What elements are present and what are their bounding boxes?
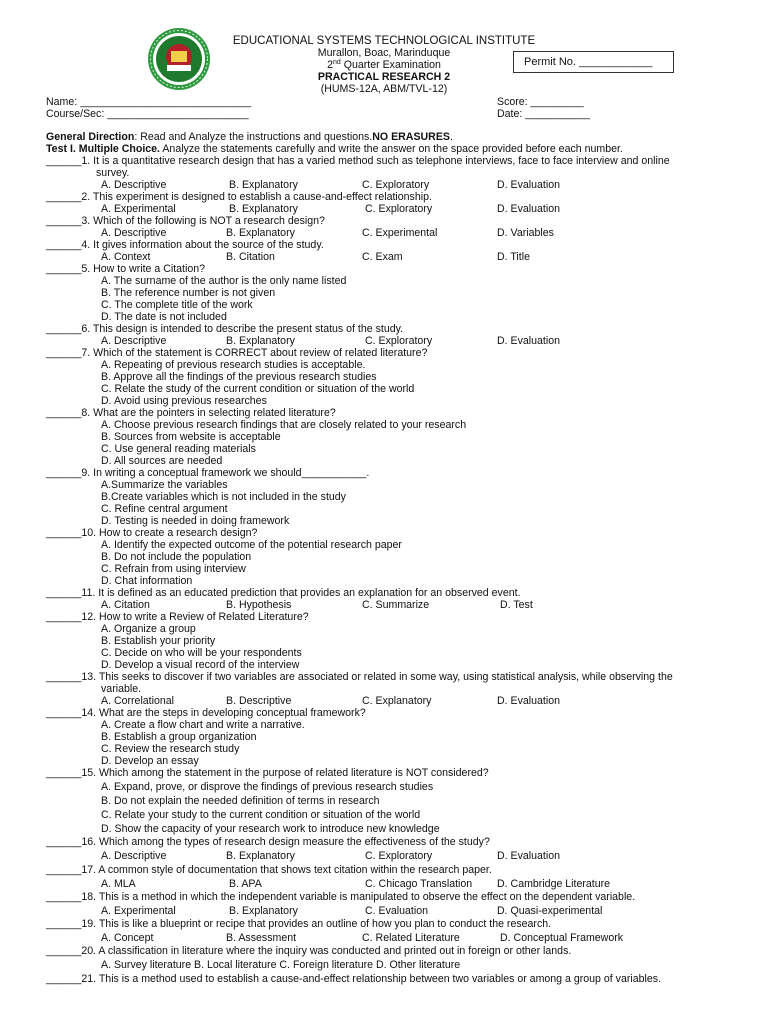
option[interactable]: C. Summarize xyxy=(362,599,430,611)
option[interactable]: A. Expand, prove, or disprove the findings of previous research studies xyxy=(101,781,434,793)
option[interactable]: C. Exploratory xyxy=(362,179,430,191)
option[interactable]: D. Evaluation xyxy=(497,203,561,215)
score-field[interactable]: Score: _________ xyxy=(497,96,584,108)
option[interactable]: B. APA xyxy=(229,878,262,890)
question-17: ______17. A common style of documentation that shows text citation within the research paper. xyxy=(46,864,492,876)
option[interactable]: D. The date is not included xyxy=(101,311,227,323)
question-21: ______21. This is a method used to establish a cause-and-effect relationship between two variables or among a group of variables. xyxy=(46,973,662,985)
option[interactable]: D. Show the capacity of your research work to introduce new knowledge xyxy=(101,823,440,835)
option[interactable]: A. Experimental xyxy=(101,905,176,917)
question-6: ______6. This design is intended to describe the present status of the study. xyxy=(46,323,404,335)
option[interactable]: C. Evaluation xyxy=(365,905,429,917)
option[interactable]: C. Exam xyxy=(362,251,403,263)
option[interactable]: B. Establish a group organization xyxy=(101,731,257,743)
option[interactable]: A. The surname of the author is the only name listed xyxy=(101,275,347,287)
option[interactable]: A. MLA xyxy=(101,878,136,890)
option[interactable]: A. Correlational xyxy=(101,695,175,707)
option[interactable]: B. Sources from website is acceptable xyxy=(101,431,281,443)
option[interactable]: D. Evaluation xyxy=(497,695,561,707)
option[interactable]: B. Hypothesis xyxy=(226,599,292,611)
question-10: ______10. How to create a research design? xyxy=(46,527,258,539)
option[interactable]: B. Explanatory xyxy=(226,335,295,347)
option[interactable]: C. Decide on who will be your respondents xyxy=(101,647,302,659)
option[interactable]: A. Survey literature B. Local literature C. Foreign literature D. Other literature xyxy=(101,959,461,971)
option[interactable]: C. Refrain from using interview xyxy=(101,563,246,575)
option[interactable]: B. The reference number is not given xyxy=(101,287,276,299)
option[interactable]: B. Explanatory xyxy=(229,905,298,917)
option[interactable]: A. Context xyxy=(101,251,151,263)
question-11: ______11. It is defined as an educated prediction that provides an explanation for an observed event. xyxy=(46,587,521,599)
question-20: ______20. A classification in literature where the inquiry was conducted and printed out in foreign or other lands. xyxy=(46,945,572,957)
question-19: ______19. This is like a blueprint or recipe that provides an outline of how you plan to conduct the research. xyxy=(46,918,552,930)
option[interactable]: B. Do not include the population xyxy=(101,551,252,563)
option[interactable]: C. Relate the study of the current condition or situation of the world xyxy=(101,383,415,395)
question-1: ______1. It is a quantitative research design that has a varied method such as telephone interviews, face to face interview and online xyxy=(46,155,670,167)
question-5: ______5. How to write a Citation? xyxy=(46,263,205,275)
option[interactable]: D. Chat information xyxy=(101,575,193,587)
option[interactable]: A. Concept xyxy=(101,932,154,944)
general-direction: General Direction: Read and Analyze the instructions and questions.NO ERASURES. xyxy=(46,131,453,143)
subject-title: PRACTICAL RESEARCH 2 xyxy=(317,71,451,83)
option[interactable]: D. Testing is needed in doing framework xyxy=(101,515,290,527)
option[interactable]: A. Organize a group xyxy=(101,623,196,635)
option[interactable]: C. Exploratory xyxy=(365,850,433,862)
option[interactable]: B. Descriptive xyxy=(226,695,292,707)
option[interactable]: C. Explanatory xyxy=(362,695,432,707)
option[interactable]: C. Review the research study xyxy=(101,743,240,755)
option[interactable]: A. Create a flow chart and write a narrative. xyxy=(101,719,305,731)
date-field[interactable]: Date: ___________ xyxy=(497,108,591,120)
option[interactable]: D. All sources are needed xyxy=(101,455,223,467)
option[interactable]: C. Related Literature xyxy=(362,932,460,944)
option[interactable]: D. Quasi-experimental xyxy=(497,905,603,917)
option[interactable]: D. Cambridge Literature xyxy=(497,878,611,890)
option[interactable]: B. Establish your priority xyxy=(101,635,216,647)
question-12: ______12. How to write a Review of Related Literature? xyxy=(46,611,309,623)
sections-line: (HUMS-12A, ABM/TVL-12) xyxy=(320,83,448,95)
option[interactable]: D. Develop an essay xyxy=(101,755,199,767)
question-15: ______15. Which among the statement in the purpose of related literature is NOT considered? xyxy=(46,767,489,779)
option[interactable]: A. Experimental xyxy=(101,203,176,215)
option[interactable]: A. Descriptive xyxy=(101,179,167,191)
question-3: ______3. Which of the following is NOT a research design? xyxy=(46,215,325,227)
option[interactable]: A. Identify the expected outcome of the potential research paper xyxy=(101,539,402,551)
option[interactable]: D. Variables xyxy=(497,227,554,239)
option[interactable]: C. Refine central argument xyxy=(101,503,228,515)
option[interactable]: C. Relate your study to the current condition or situation of the world xyxy=(101,809,421,821)
option[interactable]: A.Summarize the variables xyxy=(101,479,228,491)
question-13: ______13. This seeks to discover if two variables are associated or related in some way, using statistical analysis, while observing the xyxy=(46,671,673,683)
test-instructions: Test I. Multiple Choice. Analyze the statements carefully and write the answer on the space provided before each number. xyxy=(46,143,623,155)
exam-title: 2nd Quarter Examination xyxy=(327,59,441,71)
option[interactable]: A. Descriptive xyxy=(101,227,167,239)
option[interactable]: A. Choose previous research findings that are closely related to your research xyxy=(101,419,467,431)
option[interactable]: A. Citation xyxy=(101,599,150,611)
option[interactable]: A. Repeating of previous research studies is acceptable. xyxy=(101,359,366,371)
institute-address: Murallon, Boac, Marinduque xyxy=(317,47,451,59)
question-14: ______14. What are the steps in developing conceptual framework? xyxy=(46,707,366,719)
permit-box[interactable]: Permit No. ____________ xyxy=(513,51,674,73)
option[interactable]: B. Explanatory xyxy=(229,203,298,215)
option[interactable]: A. Descriptive xyxy=(101,335,167,347)
question-13-cont: variable. xyxy=(101,683,142,695)
option[interactable]: D. Evaluation xyxy=(497,335,561,347)
option[interactable]: B. Explanatory xyxy=(226,227,295,239)
option[interactable]: D. Title xyxy=(497,251,530,263)
option[interactable]: B. Citation xyxy=(226,251,275,263)
question-18: ______18. This is a method in which the independent variable is manipulated to observe the effect on the dependent variable. xyxy=(46,891,636,903)
option[interactable]: D. Develop a visual record of the interview xyxy=(101,659,300,671)
question-4: ______4. It gives information about the source of the study. xyxy=(46,239,324,251)
option[interactable]: B. Approve all the findings of the previous research studies xyxy=(101,371,377,383)
option[interactable]: B. Explanatory xyxy=(226,850,295,862)
option[interactable]: B. Assessment xyxy=(226,932,297,944)
option[interactable]: D. Conceptual Framework xyxy=(500,932,624,944)
option[interactable]: D. Evaluation xyxy=(497,850,561,862)
question-8: ______8. What are the pointers in selecting related literature? xyxy=(46,407,336,419)
institute-name: EDUCATIONAL SYSTEMS TECHNOLOGICAL INSTITUTE xyxy=(232,35,536,47)
name-field[interactable]: Name: _____________________________ xyxy=(46,96,252,108)
option[interactable]: B. Do not explain the needed definition of terms in research xyxy=(101,795,380,807)
question-1-cont: survey. xyxy=(96,167,130,179)
option[interactable]: C. Use general reading materials xyxy=(101,443,256,455)
option[interactable]: D. Test xyxy=(500,599,533,611)
question-9: ______9. In writing a conceptual framework we should___________. xyxy=(46,467,370,479)
option[interactable]: C. Exploratory xyxy=(365,203,433,215)
option[interactable]: C. Experimental xyxy=(362,227,438,239)
question-16: ______16. Which among the types of research design measure the effectiveness of the study? xyxy=(46,836,490,848)
course-field[interactable]: Course/Sec: ________________________ xyxy=(46,108,249,120)
option[interactable]: C. Exploratory xyxy=(365,335,433,347)
option[interactable]: D. Evaluation xyxy=(497,179,561,191)
question-2: ______2. This experiment is designed to establish a cause-and-effect relationship. xyxy=(46,191,432,203)
option[interactable]: A. Descriptive xyxy=(101,850,167,862)
option[interactable]: C. The complete title of the work xyxy=(101,299,253,311)
option[interactable]: D. Avoid using previous researches xyxy=(101,395,267,407)
option[interactable]: B. Explanatory xyxy=(229,179,298,191)
question-7: ______7. Which of the statement is CORRECT about review of related literature? xyxy=(46,347,428,359)
option[interactable]: B.Create variables which is not included in the study xyxy=(101,491,346,503)
option[interactable]: C. Chicago Translation xyxy=(365,878,473,890)
